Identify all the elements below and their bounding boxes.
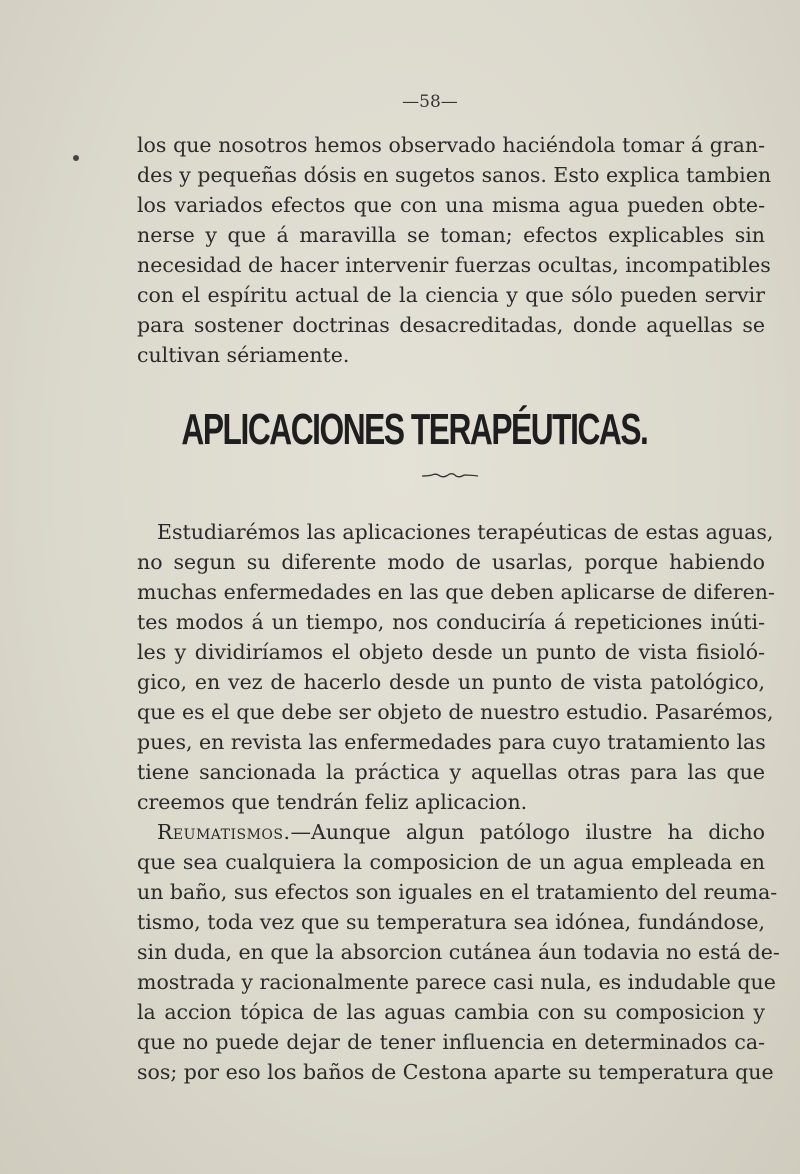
text-line: mostrada y racionalmente parece casi nula, es indudable que	[137, 970, 776, 994]
text-line: no segun su diferente modo de usarlas, porque habiendo	[137, 550, 765, 574]
text-line: tes modos á un tiempo, nos conduciría á repeticiones inúti-	[137, 610, 765, 634]
text-line-reumatismos	[137, 817, 765, 847]
text-line: nerse y que á maravilla se toman; efectos explicables sin	[137, 223, 765, 247]
text-line: los que nosotros hemos observado haciéndola tomar á gran-	[137, 133, 765, 157]
text-line: con el espíritu actual de la ciencia y que sólo pueden servir	[137, 283, 765, 307]
ornament-divider	[420, 468, 480, 482]
ink-speck	[73, 155, 79, 161]
text-line: un baño, sus efectos son iguales en el tratamiento del reuma-	[137, 880, 778, 904]
paragraph-therapeutic-intro	[137, 517, 780, 1087]
text-line: Estudiarémos las aplicaciones terapéuticas de estas aguas,	[157, 520, 774, 544]
text-line: la accion tópica de las aguas cambia con su composicion y	[137, 1000, 765, 1024]
text-line: muchas enfermedades en las que deben aplicarse de diferen-	[137, 580, 775, 604]
text-line: que sea cualquiera la composicion de un agua empleada en	[137, 850, 765, 874]
text-line: cultivan sériamente.	[137, 343, 350, 367]
text-line: gico, en vez de hacerlo desde un punto de vista patológico,	[137, 670, 765, 694]
text-line: sin duda, en que la absorcion cutánea áun todavia no está de-	[137, 940, 780, 964]
text-line: necesidad de hacer intervenir fuerzas ocultas, incompatibles	[137, 253, 771, 277]
text-line: tiene sancionada la práctica y aquellas otras para las que	[137, 760, 765, 784]
text-line: tismo, toda vez que su temperatura sea idónea, fundándose,	[137, 910, 765, 934]
text-line: creemos que tendrán feliz aplicacion.	[137, 790, 528, 814]
run-in-heading: Reumatismos.	[157, 820, 291, 844]
page-number: —58—	[402, 92, 458, 112]
text-line: los variados efectos que con una misma agua pueden obte-	[137, 193, 765, 217]
text-line: para sostener doctrinas desacreditadas, donde aquellas se	[137, 313, 765, 337]
text-fragment: —Aunque algun patólogo ilustre ha dicho	[290, 820, 765, 844]
text-line: des y pequeñas dósis en sugetos sanos. Esto explica tambien	[137, 163, 772, 187]
text-line: pues, en revista las enfermedades para cuyo tratamiento las	[137, 730, 766, 754]
text-line: sos; por eso los baños de Cestona aparte su temperatura que	[137, 1060, 774, 1084]
paragraph-continued	[137, 130, 772, 370]
text-line: que no puede dejar de tener influencia en determinados ca-	[137, 1030, 765, 1054]
text-line: que es el que debe ser objeto de nuestro estudio. Pasarémos,	[137, 700, 774, 724]
text-line: les y dividiríamos el objeto desde un punto de vista fisioló-	[137, 640, 765, 664]
section-heading: APLICACIONES TERAPÉUTICAS.	[181, 405, 648, 454]
